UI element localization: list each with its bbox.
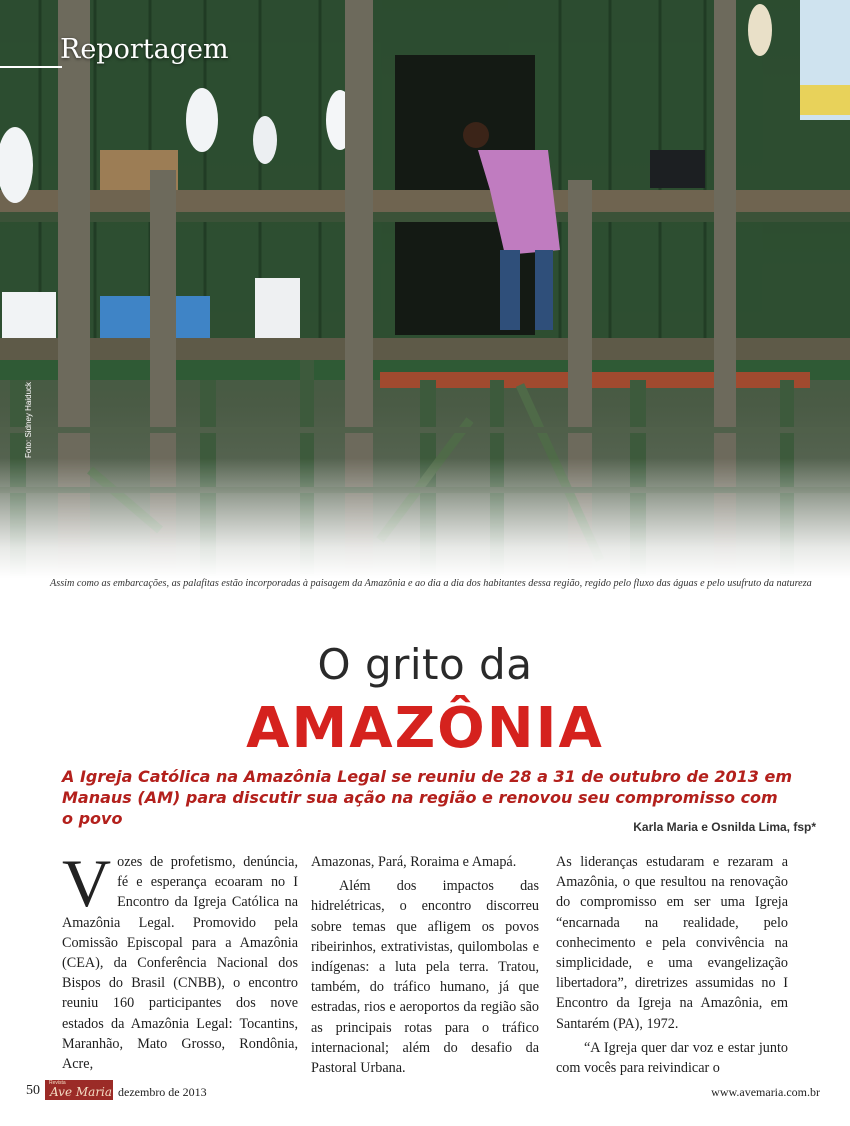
body-paragraph: Além dos impactos das hidrelétricas, o encontro discorreu sobre temas que afligem os povos ribeirinhos, extrativistas, quilombolas e indígenas: a luta pela terra. Tratou, também, do tráfico humano, já que estradas, rios e aeroportos da região são as principais rotas para o tráfico internacional; além do desafio da Pastoral Urbana. xyxy=(311,878,539,1077)
section-rule xyxy=(0,66,62,68)
logo-small-text: Revista xyxy=(49,1080,66,1086)
website-link[interactable]: www.avemaria.com.br xyxy=(711,1085,820,1099)
section-label: Reportagem xyxy=(60,34,229,65)
drop-cap: V xyxy=(62,845,112,921)
body-paragraph: As lideranças estudaram e rezaram a Amazônia, o que resultou na renovação do compromisso em ser uma Igreja “encarnada na realidade, pelo conhecimento e pela convivência na simplicidade, e uma evangelização libertadora”, diretrizes assumidas no I Encontro da Igreja na Amazônia, em Santarém (PA), 1972. xyxy=(556,854,788,1032)
body-column-1 xyxy=(62,845,298,1074)
article-subtitle: A Igreja Católica na Amazônia Legal se reuniu de 28 a 31 de outubro de 2013 em Manaus (AM) para discutir sua ação na região e renovou seu compromisso com o povo xyxy=(62,767,792,828)
body-paragraph: ozes de profetismo, denúncia, fé e esperança ecoaram no I Encontro da Igreja Católica na Amazônia Legal. Promovido pela Comissão Episcopal para a Amazônia (CEA), da Conferência Nacional dos Bispos do Brasil (CNBB), o encontro reuniu 160 participantes dos nove estados da Amazônia Legal: Tocantins, Maranhão, Mato Grosso, Rondônia, Acre, xyxy=(62,854,298,1073)
photo-credit: Foto: Sidney Haiduck xyxy=(24,381,33,458)
body-column-3 xyxy=(556,852,788,1078)
photo-fade xyxy=(0,458,850,578)
headline-line-2: AMAZÔNIA xyxy=(246,696,604,761)
photo-caption: Assim como as embarcações, as palafitas estão incorporadas à paisagem da Amazônia e ao dia a dia dos habitantes dessa região, regido pelo fluxo das águas e pelo usufruto da natureza xyxy=(50,578,812,589)
magazine-logo xyxy=(45,1080,113,1100)
logo-name: Ave Maria xyxy=(50,1085,113,1099)
headline-line-1: O grito da xyxy=(317,640,533,689)
article-authors: Karla Maria e Osnilda Lima, fsp* xyxy=(633,820,816,834)
body-column-2 xyxy=(311,852,539,1078)
page-number: 50 xyxy=(26,1083,40,1098)
body-paragraph: “A Igreja quer dar voz e estar junto com vocês para reivindicar o xyxy=(556,1039,788,1077)
body-paragraph: Amazonas, Pará, Roraima e Amapá. xyxy=(311,854,517,870)
page-footer xyxy=(0,1078,850,1108)
issue-date: dezembro de 2013 xyxy=(118,1085,207,1099)
